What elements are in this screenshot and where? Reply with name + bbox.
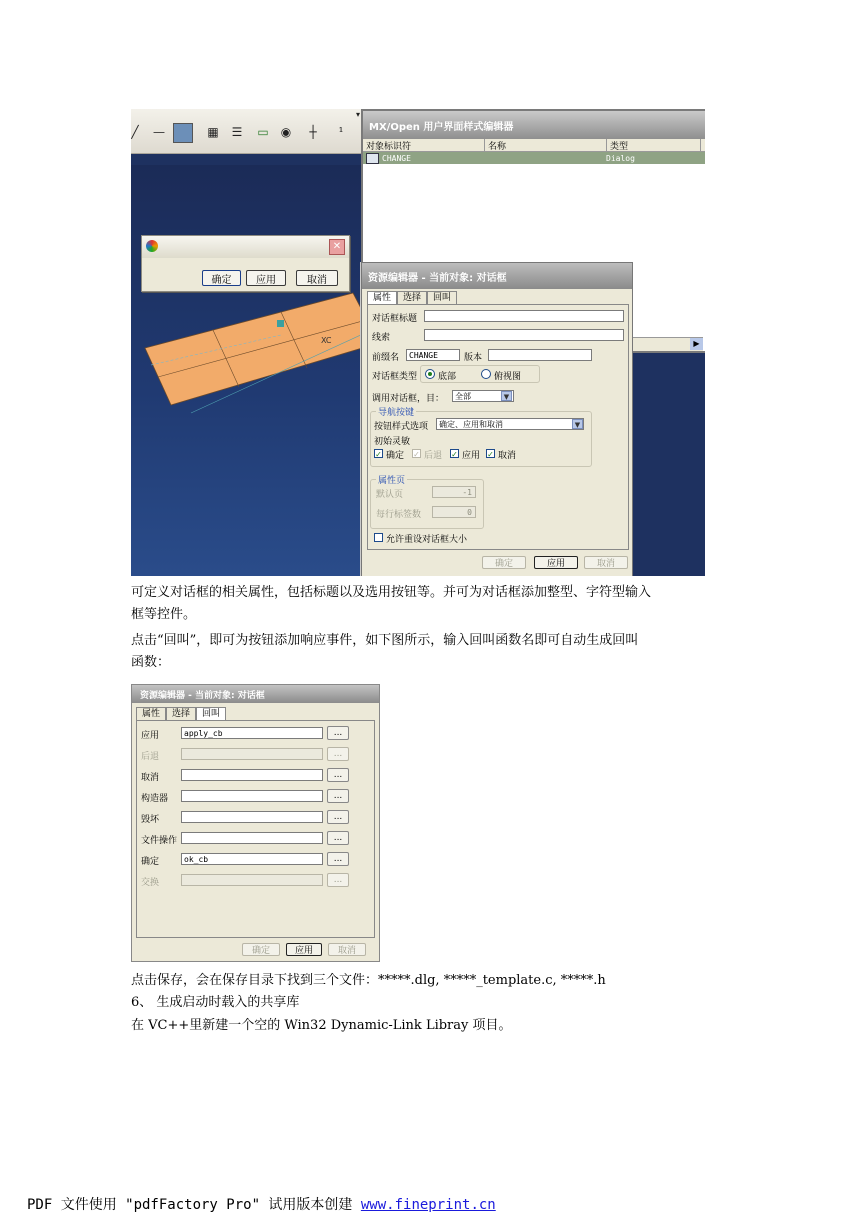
version-input[interactable] — [488, 349, 592, 361]
callback-function-input[interactable] — [181, 769, 323, 781]
callback-panel — [136, 720, 375, 938]
radio-bottom-label: 底部 — [438, 372, 457, 382]
screenshot-callback-tab — [131, 684, 380, 962]
callback-function-input[interactable]: apply_cb — [181, 727, 323, 739]
paragraph-5: 在 VC++里新建一个空的 Win32 Dynamic-Link Libray 项目。 — [131, 1018, 512, 1033]
default-page-input: -1 — [432, 486, 476, 498]
preview-dialog-titlebar — [142, 236, 349, 258]
button-style-label: 按钮样式选项 — [374, 422, 429, 432]
tabs-per-row-input: 0 — [432, 506, 476, 518]
grid-tool-icon[interactable]: ┼ — [309, 125, 317, 139]
radio-tool-icon[interactable]: ◉ — [280, 125, 292, 139]
tab-attributes[interactable]: 属性 — [136, 707, 166, 720]
heading-step-6: 6、 生成启动时载入的共享库 — [131, 995, 300, 1010]
column-type[interactable]: 类型 — [607, 139, 701, 151]
paragraph-2-line-1: 点击“回叫”，即可为按钮添加响应事件，如下图所示，输入回叫函数名即可自动生成回叫 — [131, 633, 639, 648]
preview-dialog — [141, 235, 350, 292]
browse-button[interactable]: ... — [327, 726, 349, 740]
button-layout-icon[interactable]: ▦ — [207, 125, 219, 139]
attributes-panel — [367, 304, 629, 550]
prefix-input[interactable]: CHANGE — [406, 349, 460, 361]
tab-selection[interactable]: 选择 — [397, 291, 427, 304]
callback-row-label: 确定 — [141, 857, 160, 867]
radio-bottom[interactable] — [425, 369, 435, 379]
paragraph-1-line-1: 可定义对话框的相关属性，包括标题以及选用按钮等。并可为对话框添加整型、字符型输入 — [131, 585, 652, 600]
check-ok-label: 确定 — [386, 451, 405, 461]
callback-function-input[interactable] — [181, 790, 323, 802]
separator-tool-icon[interactable]: — — [153, 125, 165, 139]
browse-button[interactable]: ... — [327, 810, 349, 824]
clue-input[interactable] — [424, 329, 624, 341]
callback-row-label: 后退 — [141, 752, 160, 762]
svg-text:XC: XC — [321, 336, 332, 345]
radio-top-view[interactable] — [481, 369, 491, 379]
property-page-title: 属性页 — [376, 473, 407, 486]
tab-selection[interactable]: 选择 — [166, 707, 196, 720]
tab-callback[interactable]: 回叫 — [427, 291, 457, 304]
callback-row-label: 应用 — [141, 731, 160, 741]
resource-cancel-button[interactable]: 取消 — [584, 556, 628, 569]
clue-label: 线索 — [372, 333, 391, 343]
prefix-label: 前缀名 — [372, 353, 400, 363]
scale-tool-icon[interactable]: ▭ — [257, 125, 269, 139]
resource-tabs — [367, 291, 457, 305]
chevron-down-icon[interactable]: ▼ — [501, 391, 512, 401]
paragraph-1-line-2: 框等控件。 — [131, 607, 197, 622]
callback-apply-button[interactable]: 应用 — [286, 943, 322, 956]
screenshot-ug-dialog-editor — [131, 109, 705, 576]
object-list-row[interactable] — [363, 152, 705, 164]
tab-callback[interactable]: 回叫 — [196, 707, 226, 721]
browse-button[interactable]: ... — [327, 789, 349, 803]
dialog-title-input[interactable] — [424, 310, 624, 322]
callback-function-input[interactable] — [181, 832, 323, 844]
bitmap-tool-icon[interactable] — [173, 123, 193, 143]
callback-ok-button[interactable]: 确定 — [242, 943, 280, 956]
callback-row-label: 文件操作 — [141, 836, 178, 846]
more-tools-icon[interactable]: ▾ — [355, 109, 360, 119]
integer-tool-icon[interactable]: ¹ — [338, 125, 344, 139]
check-apply-label: 应用 — [462, 451, 481, 461]
footer-text: PDF 文件使用 "pdfFactory Pro" 试用版本创建 — [27, 1197, 361, 1213]
object-list-header — [363, 139, 705, 152]
ui-styler-title: MX/Open 用户界面样式编辑器 — [363, 111, 705, 139]
callback-row-label: 毁坏 — [141, 815, 160, 825]
browse-button[interactable]: ... — [327, 768, 349, 782]
check-cancel-label: 取消 — [498, 451, 517, 461]
object-id: CHANGE — [382, 153, 411, 163]
check-cancel[interactable]: ✓ — [487, 450, 494, 459]
check-resize[interactable] — [374, 533, 383, 542]
pdf-footer — [27, 1194, 496, 1214]
plate-model — [131, 165, 365, 576]
callback-row-label: 交换 — [141, 878, 160, 888]
column-name[interactable]: 名称 — [485, 139, 607, 151]
check-ok[interactable]: ✓ — [375, 450, 382, 459]
scroll-right-icon[interactable]: ▶ — [690, 338, 703, 350]
tabs-per-row-label: 每行标签数 — [376, 510, 422, 520]
callback-cancel-button[interactable]: 取消 — [328, 943, 366, 956]
dialog-object-icon — [366, 153, 379, 164]
line-tool-icon[interactable]: ╱ — [131, 125, 139, 139]
browse-button[interactable]: ... — [327, 831, 349, 845]
resource-editor-window — [361, 262, 633, 576]
dialog-title-label: 对话框标题 — [372, 314, 418, 324]
chevron-down-icon[interactable]: ▼ — [572, 419, 583, 429]
check-back-label: 后退 — [424, 451, 443, 461]
column-id[interactable]: 对象标识符 — [363, 139, 485, 151]
callback-function-input[interactable]: ok_cb — [181, 853, 323, 865]
browse-button[interactable]: ... — [327, 852, 349, 866]
resource-apply-button[interactable]: 应用 — [534, 556, 578, 569]
callback-editor-title: 资源编辑器 - 当前对象: 对话框 — [132, 685, 379, 703]
resource-editor-title: 资源编辑器 - 当前对象: 对话框 — [362, 263, 632, 289]
call-dialog-select[interactable]: 全部 — [452, 390, 514, 402]
check-back: ✓ — [413, 450, 420, 459]
callback-function-input — [181, 874, 323, 886]
initial-sensitivity-label: 初始灵敏 — [374, 437, 411, 447]
label-tool-icon[interactable]: ☰ — [231, 125, 243, 139]
radio-top-view-label: 俯视图 — [494, 372, 522, 382]
dialog-type-label: 对话框类型 — [372, 372, 418, 382]
callback-function-input[interactable] — [181, 811, 323, 823]
callback-row-label: 构造器 — [141, 794, 169, 804]
graphics-viewport — [131, 165, 365, 576]
button-style-select[interactable]: 确定、应用和取消 — [436, 418, 584, 430]
close-icon[interactable]: ✕ — [329, 239, 345, 255]
call-dialog-label: 调用对话框，目： — [372, 394, 445, 404]
check-resize-label: 允许重设对话框大小 — [386, 535, 468, 545]
preview-ok-button[interactable]: 确定 — [202, 270, 241, 286]
callback-function-input — [181, 748, 323, 760]
preview-cancel-button[interactable]: 取消 — [296, 270, 338, 286]
object-type: Dialog — [606, 153, 635, 163]
browse-button: ... — [327, 747, 349, 761]
paragraph-2-line-2: 函数： — [131, 655, 171, 670]
ug-logo-icon — [146, 240, 158, 252]
nav-keys-title: 导航按键 — [376, 405, 416, 418]
check-apply[interactable]: ✓ — [451, 450, 458, 459]
footer-link[interactable]: www.fineprint.cn — [360, 1197, 496, 1213]
tab-attributes[interactable]: 属性 — [367, 291, 397, 305]
callback-row-label: 取消 — [141, 773, 160, 783]
resource-ok-button[interactable]: 确定 — [482, 556, 526, 569]
default-page-label: 默认页 — [376, 490, 404, 500]
paragraph-3: 点击保存，会在保存目录下找到三个文件：*****.dlg, *****_template.c, *****.h — [131, 973, 606, 988]
browse-button: ... — [327, 873, 349, 887]
version-label: 版本 — [464, 353, 483, 363]
preview-apply-button[interactable]: 应用 — [246, 270, 286, 286]
callback-tabs — [136, 707, 226, 721]
